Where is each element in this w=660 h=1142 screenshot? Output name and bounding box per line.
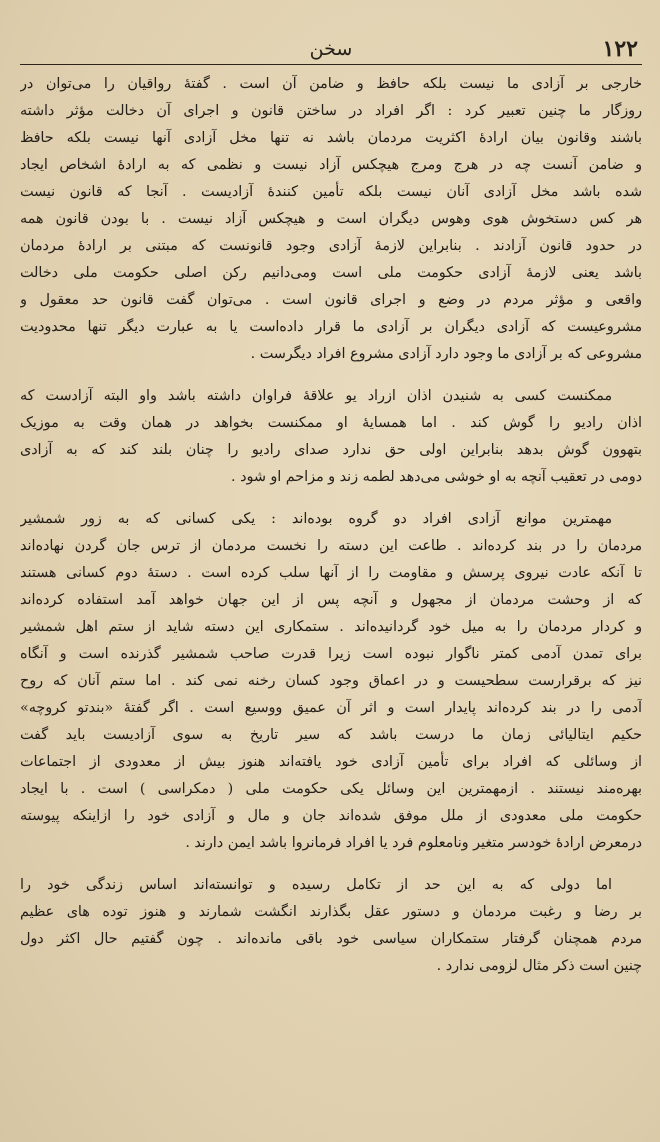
text-line: حکومت ملی معدودی از ملل موفق شده‌اند جان و مال و آزادی خود را ازاینکه پیوسته	[20, 808, 642, 824]
text-line: بهره‌مند نیستند . ازمهمترین این وسائل یکی حکومت ملی ( دمکراسی ) است . با ایجاد	[20, 781, 642, 797]
text-line: باشند وقانون بیان ارادهٔ اکثریت مردمان باشد نه تنها مخل آزادی آنها نیست بلکه حافظ	[20, 130, 642, 146]
body-text	[20, 71, 642, 980]
text-line: مردمان را در بند کرده‌اند . طاعت این دسته را نخست مردمان از ترس جان گردن نهاده‌اند	[20, 538, 642, 554]
text-line: نیز که برقرارست سطحیست و در اعماق وجود کسان رخنه نمی کند . اما ستم آنان که روح	[20, 673, 642, 689]
text-line: روزگار ما چنین تعبیر کرد : اگر افراد در ساختن قانون و اجرای آن دخالت مؤثر داشته	[20, 103, 642, 119]
text-line: شده باشد مخل آزادی آنان نیست بلکه تأمین کنندهٔ آزادیست . آنجا که قانون نیست	[20, 184, 642, 200]
text-line: و ضامن آنست چه در هرج ومرج هیچکس آزاد نیست و نظمی که به ارادهٔ اشخاص ایجاد	[20, 157, 642, 173]
text-line: چنین است ذکر مثال لزومی ندارد .	[436, 958, 642, 974]
paragraph-2	[20, 383, 642, 491]
text-line: مردم همچنان گرفتار ستمکاران سیاسی خود باقی مانده‌اند . چون گفتیم حال اکثر دول	[20, 931, 642, 947]
text-line: واقعی و مؤثر مردم در وضع و اجرای قانون است . می‌توان گفت قانون حد معقول و	[20, 292, 642, 308]
text-line: هر کس دستخوش هوی وهوس دیگران است و هیچکس آزاد نیست . با بودن قانون همه	[20, 211, 642, 227]
text-line: در حدود قانون آزادند . بنابراین لازمهٔ آزادی وجود قانونست که مبتنی بر ارادهٔ مردمان	[20, 238, 642, 254]
text-line: دومی در تعقیب آنچه به او خوشی می‌دهد لطمه زند و مزاحم او شود .	[230, 469, 642, 485]
text-line: اذان رادیو را گوش کند . اما همسایهٔ او ممکنست بخواهد در همان وقت به موزیک	[20, 415, 642, 431]
text-line: بر رضا و رغبت مردمان و دستور عقل بگذارند انگشت شمارند و هنوز توده های عظیم	[20, 904, 642, 920]
page-header	[20, 34, 642, 64]
text-line: درمعرض ارادهٔ خودسر متغیر ونامعلوم فرد یا افراد فرمانروا باشد ایمن دارند .	[185, 835, 642, 851]
text-line: خارجی بر آزادی ما نیست بلکه حافظ و ضامن آن است . گفتهٔ رواقیان را می‌توان در	[20, 76, 642, 92]
paragraph-4	[20, 872, 642, 980]
text-line: باشد یعنی لازمهٔ آزادی حکومت ملی است ومی‌دانیم رکن اصلی حکومت ملی دخالت	[20, 265, 642, 281]
text-line: اما دولی که به این حد از تکامل رسیده و توانسته‌اند اساس زندگی خود را	[20, 877, 612, 893]
paragraph-1	[20, 71, 642, 368]
text-line: مشروعی که بر آزادی ما وجود دارد آزادی مشروع افراد دیگرست .	[250, 346, 642, 362]
text-line: بتهوون گوش بدهد بنابراین اولی حق ندارد صدای رادیو را چنان بلند کند که به آزادی	[20, 442, 642, 458]
text-line: ممکنست کسی به شنیدن اذان ازراد یو علاقهٔ فراوان داشته باشد واو البته آزادست که	[20, 388, 612, 404]
header-rule	[20, 64, 642, 65]
text-line: از وسائلی که افراد برای تأمین آزادی خود یافته‌اند هنوز بیش از معدودی از اجتماعات	[20, 754, 642, 770]
paragraph-3	[20, 506, 642, 857]
running-title: سخن	[309, 38, 353, 60]
text-line: تا آنکه عادت نیروی پرسش و مقاومت را از آنها سلب کرده است . دستهٔ دوم کسانی هستند	[20, 565, 642, 581]
text-line: مهمترین موانع آزادی افراد دو گروه بوده‌اند : یکی کسانی که به زور شمشیر	[20, 511, 612, 527]
text-line: که از وحشت مردمان از مجهول و آنچه پس از این جهان خواهد آمد استفاده کرده‌اند	[20, 592, 642, 608]
page-number: ۱۲۲	[602, 36, 638, 62]
text-line: مشروعیست که آزادی دیگران بر آزادی ما قرار داده‌است یا به عبارت دیگر تنها محدودیت	[20, 319, 642, 335]
text-line: آدمی را در بند کرده‌اند پایدار است و اثر آن عمیق ووسیع است . اگر گفتهٔ «بندتو کروچه»	[20, 700, 642, 716]
text-line: حکیم ایتالیائی زمان ما درست باشد که سیر تاریخ به سوی آزادیست باید گفت	[20, 727, 642, 743]
text-line: و کردار مردمان را به میل خود گردانیده‌اند . ستمکاری این دسته شاید از ستم اهل شمشیر	[20, 619, 642, 635]
text-line: برای تمدن آدمی کمتر ناگوار نبوده است زیرا قدرت صاحب شمشیر گذرنده است و آنگاه	[20, 646, 642, 662]
